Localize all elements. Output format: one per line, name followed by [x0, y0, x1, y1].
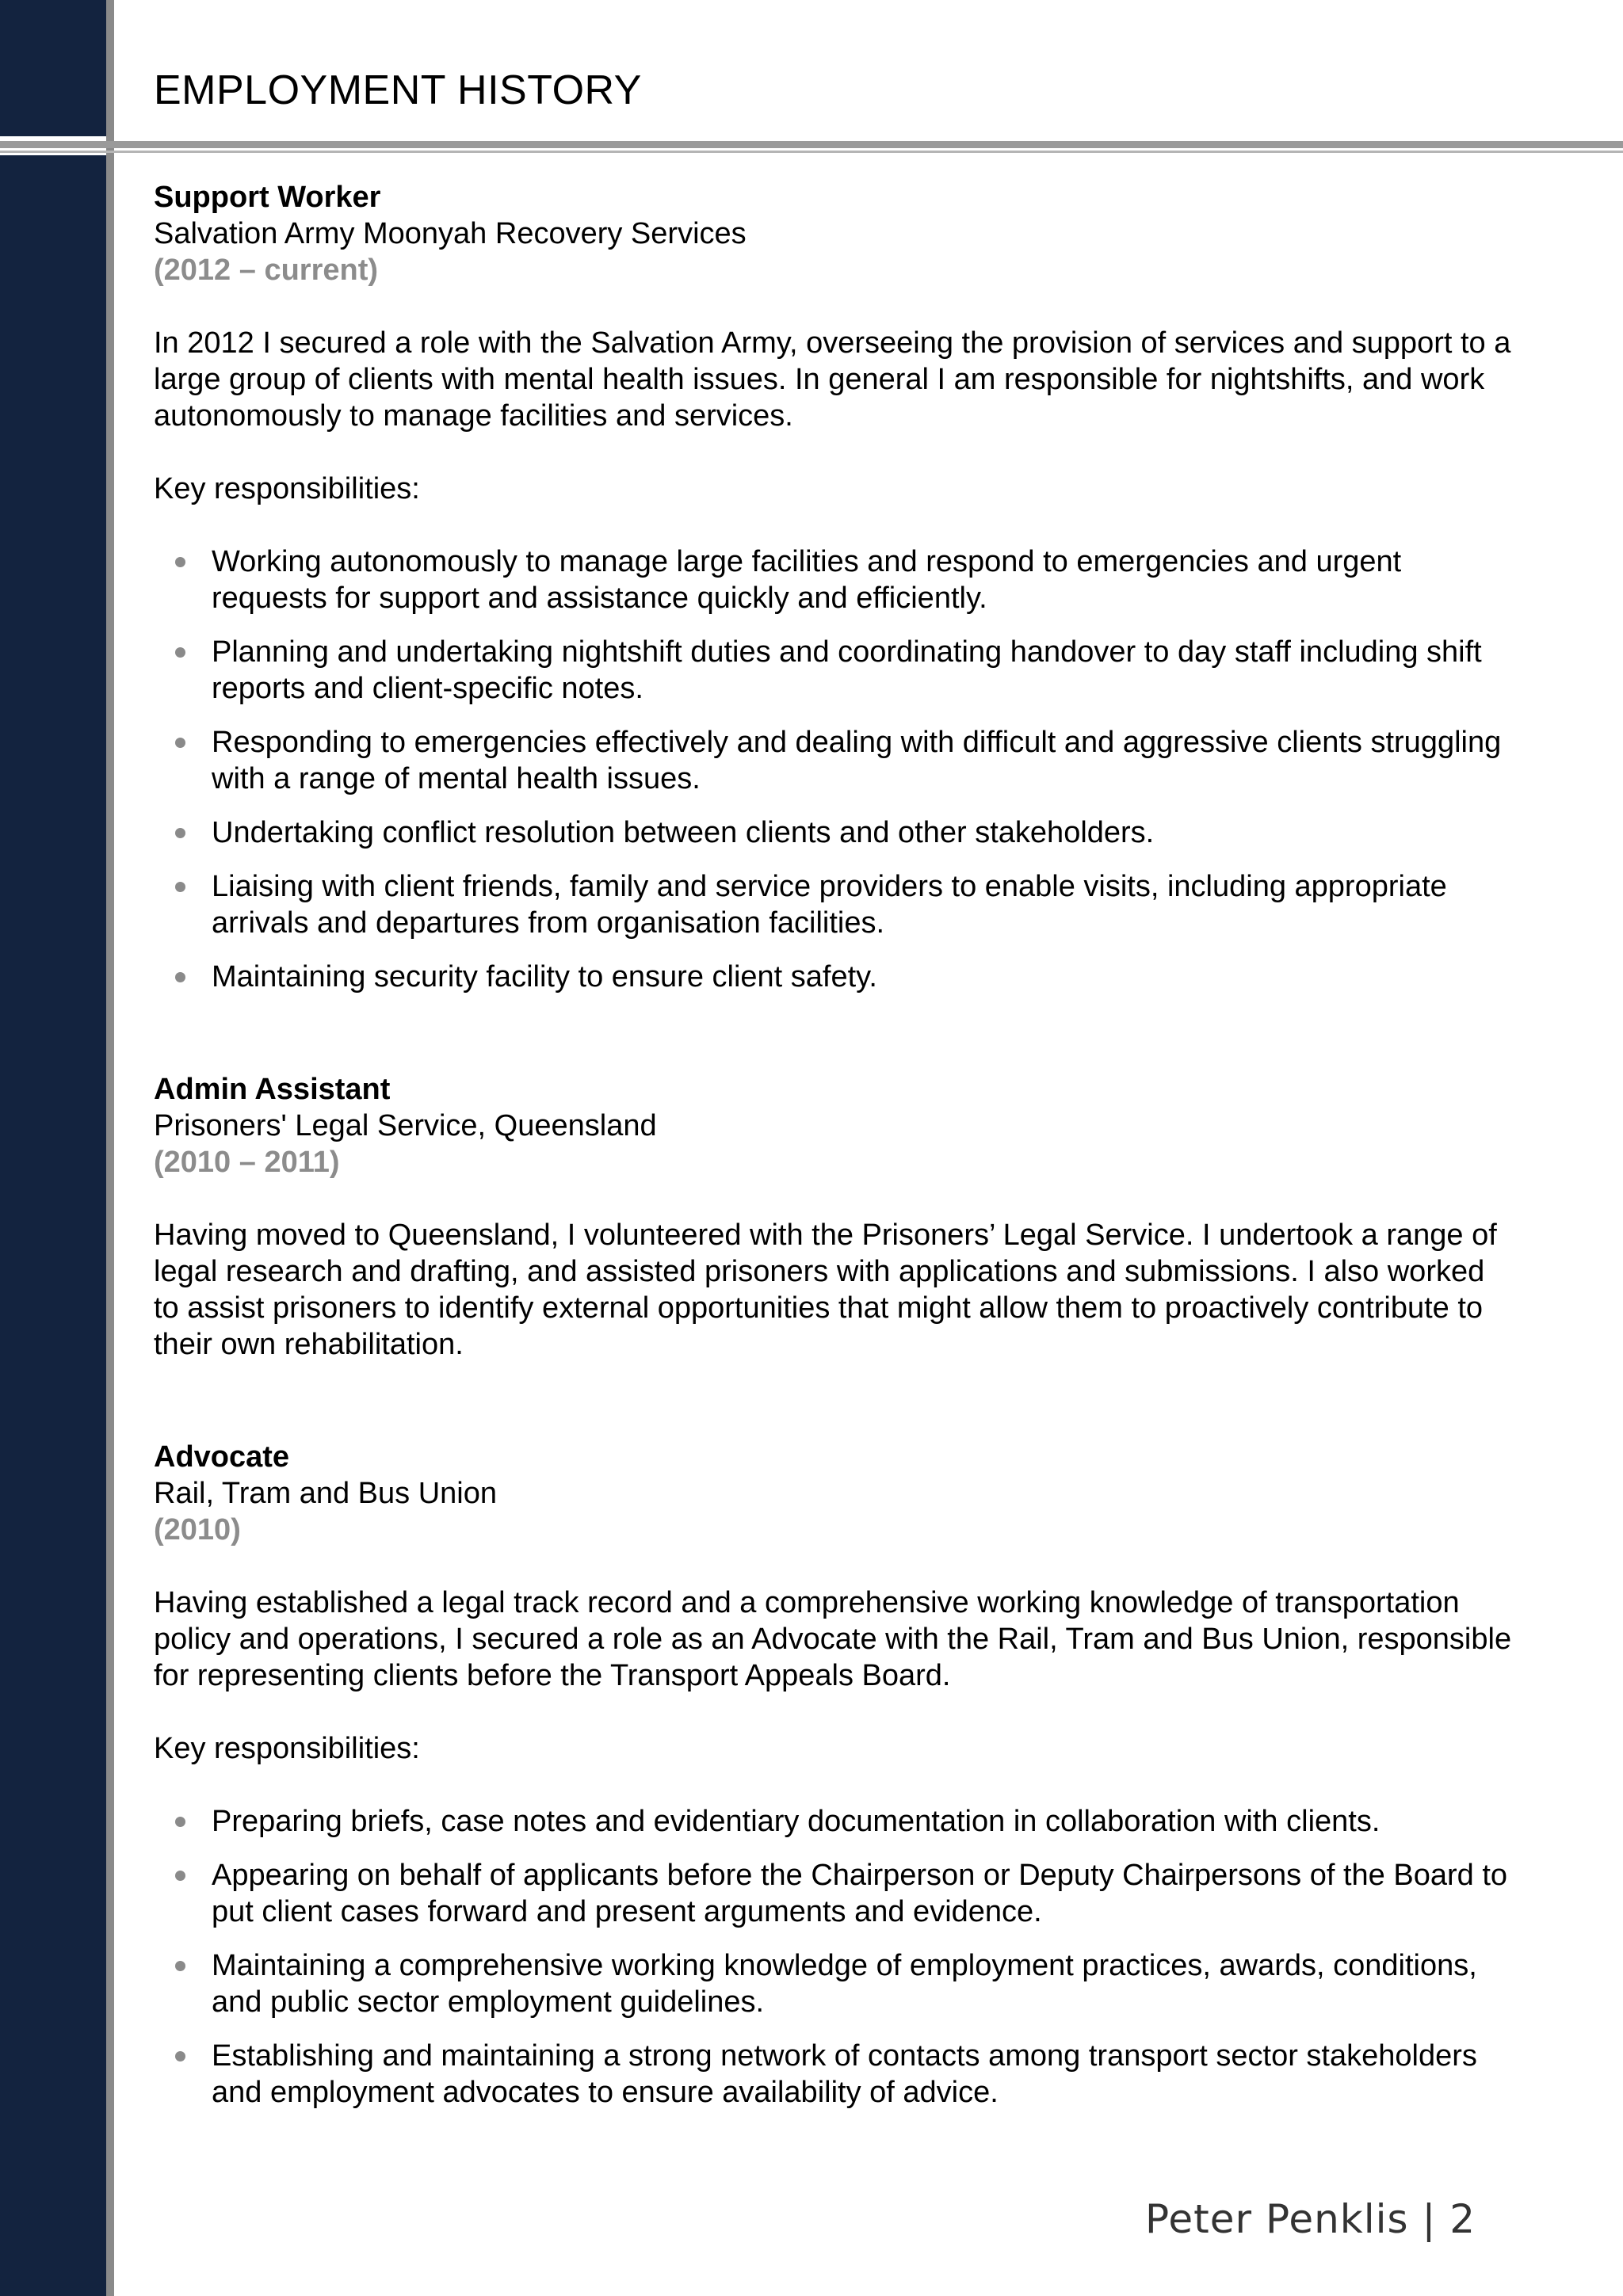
bullet-icon [175, 2051, 185, 2061]
list-item [154, 634, 1517, 707]
responsibilities-list [154, 543, 1517, 995]
bullet-icon [175, 972, 185, 982]
job-organisation: Prisoners' Legal Service, Queensland [154, 1109, 657, 1142]
key-responsibilities-label: Key responsibilities: [154, 1732, 420, 1765]
list-item [154, 1857, 1517, 1930]
job-organisation: Rail, Tram and Bus Union [154, 1477, 497, 1510]
bullet-icon [175, 828, 185, 838]
job-summary: In 2012 I secured a role with the Salvation Army, overseeing the provision of services and support to a large group of clients with mental health issues. In general I am responsible for nightshifts, and work autonomously to manage facilities and services. [154, 326, 1511, 433]
bullet-icon [175, 738, 185, 748]
job-title: Advocate [154, 1440, 290, 1474]
sidebar-stripe [106, 0, 114, 2296]
list-item-text: Establishing and maintaining a strong network of contacts among transport sector stakeholders and employment advocates to ensure availability of advice. [212, 2039, 1477, 2109]
sidebar-top-block [0, 0, 106, 136]
bullet-icon [175, 1871, 185, 1881]
list-item-text: Working autonomously to manage large facilities and respond to emergencies and urgent requests for support and assistance quickly and efficiently. [212, 545, 1402, 615]
bullet-icon [175, 557, 185, 567]
list-item [154, 814, 1517, 851]
job-dates: (2012 – current) [154, 254, 379, 287]
job-entry-support-worker [154, 179, 1517, 995]
job-title: Support Worker [154, 181, 381, 214]
list-item [154, 959, 1517, 995]
bullet-icon [175, 647, 185, 658]
key-responsibilities-label: Key responsibilities: [154, 472, 420, 505]
job-organisation: Salvation Army Moonyah Recovery Services [154, 217, 747, 250]
page-title: EMPLOYMENT HISTORY [154, 67, 642, 113]
list-item-text: Maintaining security facility to ensure client safety. [212, 960, 877, 994]
job-title: Admin Assistant [154, 1073, 391, 1106]
list-item-text: Appearing on behalf of applicants before the Chairperson or Deputy Chairpersons of the Board to put client cases forward and present arguments and evidence. [212, 1859, 1508, 1928]
job-entry-advocate [154, 1439, 1517, 2111]
bullet-icon [175, 1961, 185, 1971]
sidebar-main-block [0, 155, 106, 2296]
responsibilities-list [154, 1803, 1517, 2111]
heading-rule [0, 141, 1623, 148]
bullet-icon [175, 882, 185, 892]
job-dates: (2010) [154, 1513, 241, 1547]
job-summary: Having established a legal track record and a comprehensive working knowledge of transportation policy and operations, I secured a role as an Advocate with the Rail, Tram and Bus Union, responsible for representing clients before the Transport Appeals Board. [154, 1586, 1512, 1692]
job-summary: Having moved to Queensland, I volunteered with the Prisoners’ Legal Service. I undertook a range of legal research and drafting, and assisted prisoners with applications and submissions. I also worked to assist prisoners to identify external opportunities that might allow them to proactively contribute to their own rehabilitation. [154, 1219, 1497, 1361]
bullet-icon [175, 1817, 185, 1827]
list-item-text: Liaising with client friends, family and service providers to enable visits, including appropriate arrivals and departures from organisation facilities. [212, 870, 1447, 940]
list-item [154, 724, 1517, 797]
heading-rule-thin [0, 151, 1623, 153]
list-item [154, 1947, 1517, 2020]
employment-list [154, 179, 1517, 2128]
page-footer: Peter Penklis | 2 [1145, 2196, 1476, 2242]
list-item-text: Planning and undertaking nightshift duties and coordinating handover to day staff including shift reports and client-specific notes. [212, 635, 1482, 705]
list-item-text: Preparing briefs, case notes and evidentiary documentation in collaboration with clients. [212, 1805, 1381, 1838]
list-item-text: Responding to emergencies effectively and dealing with difficult and aggressive clients struggling with a range of mental health issues. [212, 726, 1502, 795]
list-item [154, 543, 1517, 616]
list-item-text: Undertaking conflict resolution between clients and other stakeholders. [212, 816, 1155, 849]
list-item [154, 868, 1517, 941]
job-entry-admin-assistant [154, 1071, 1517, 1363]
list-item-text: Maintaining a comprehensive working knowledge of employment practices, awards, conditions, and public sector employment guidelines. [212, 1949, 1477, 2019]
list-item [154, 2038, 1517, 2111]
job-dates: (2010 – 2011) [154, 1146, 340, 1179]
list-item [154, 1803, 1517, 1840]
